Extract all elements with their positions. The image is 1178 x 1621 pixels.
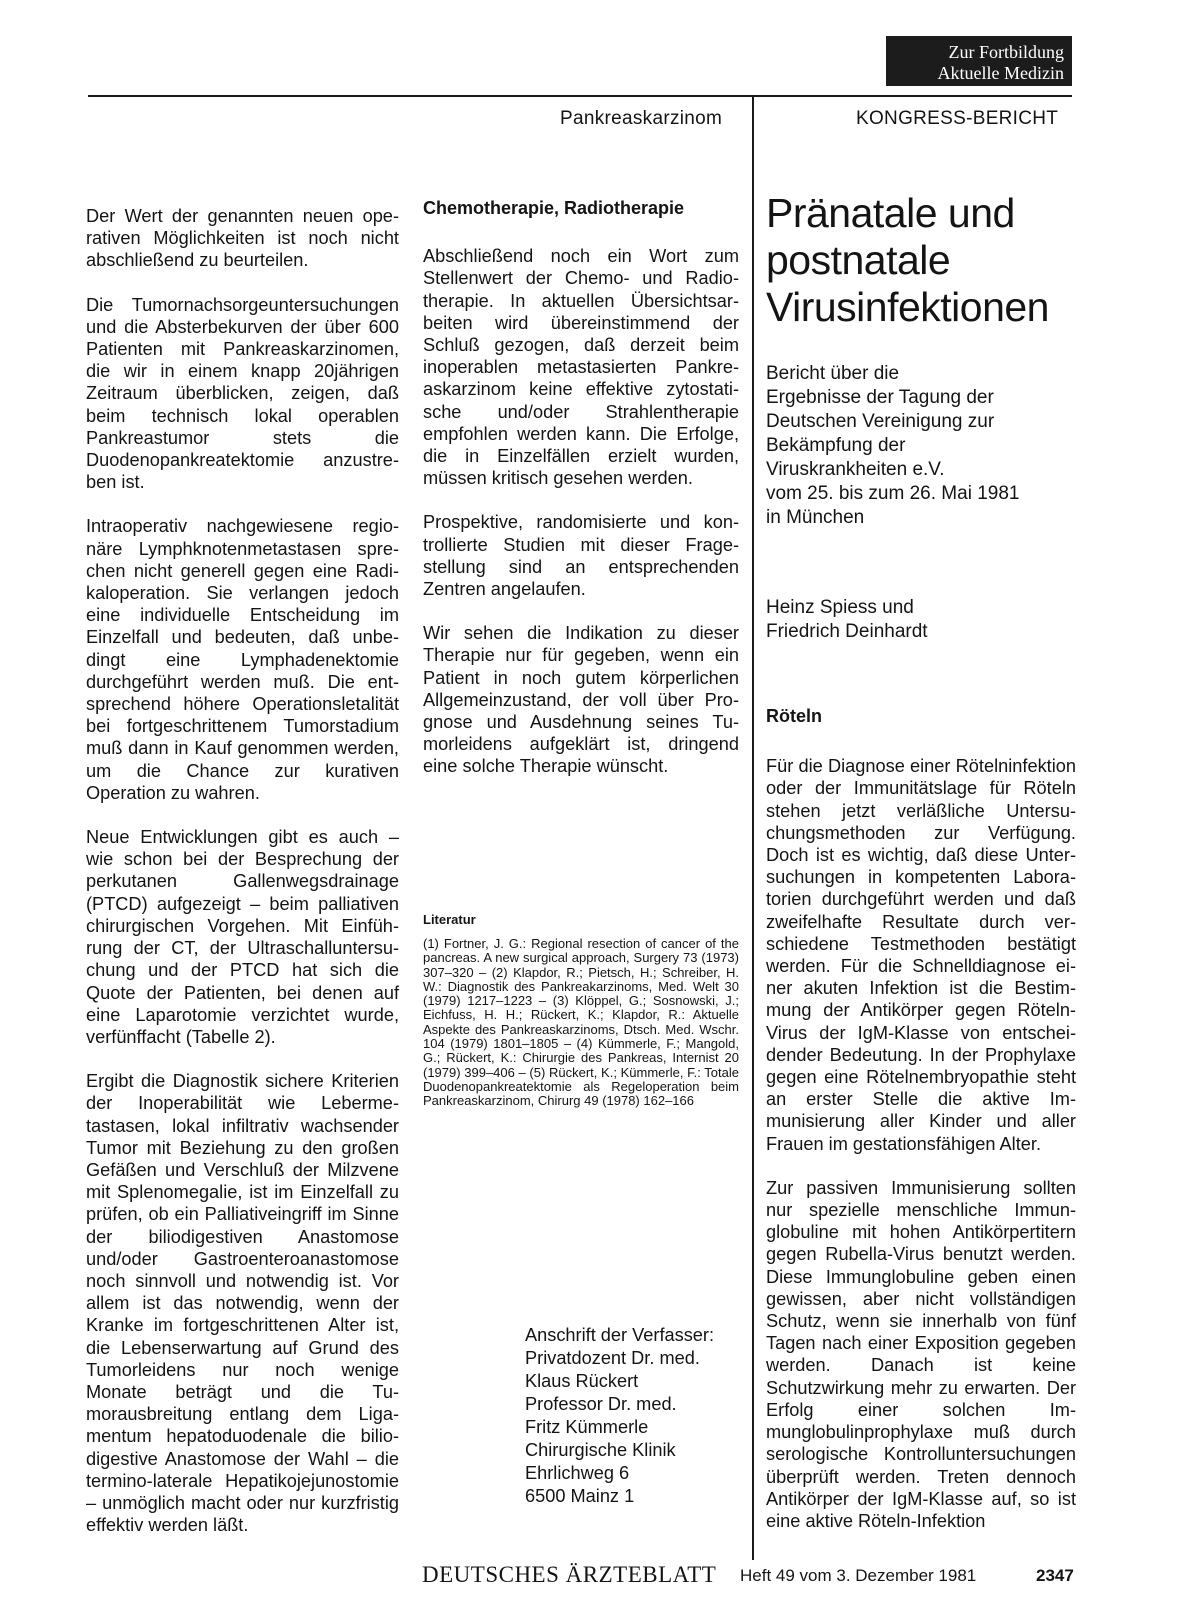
literature-text: (1) Fortner, J. G.: Regional resection of cancer of the pancreas. A new surgical approach, Surgery 73 (1973) 307–320 – (2) Klapdor, R.; Pietsch, H.; Schreiber, H. W.: Diagnostik des Pankreakarzinoms, Med. Welt 30 (1979) 1217–1223 – (3) Klöppel, G.; Sosnowski, J.; Eichfuss, H. H.; Rückert, K.; Klapdor, R.: Aktuelle Aspekte des Pankreaskarzinoms, Dtsch. Med. Wschr. 104 (1979) 1801–1805 – (4) Kümmerle, F.; Mangold, G.; Rückert, K.: Chirurgie des Pankreas, Internist 20 (1979) 399–406 – (5) Rückert, K.; Kümmerle, F.: Totale Duodenopankreatektomie als Regeloperation beim Pankreaskarzinom, Chirurg 49 (1978) 162–166 <box>423 936 739 1109</box>
address-line: 6500 Mainz 1 <box>525 1486 635 1506</box>
issue-info: Heft 49 vom 3. Dezember 1981 <box>740 1566 977 1585</box>
literature-heading: Literatur <box>423 912 476 927</box>
column-2 <box>423 197 739 800</box>
column-3 <box>766 705 1076 1532</box>
subtitle-line: in München <box>766 507 865 528</box>
subtitle-line: vom 25. bis zum 26. Mai 1981 <box>766 483 1020 504</box>
paragraph: Die Tumornachsorgeuntersuchungen und die Absterbekurven der über 600 Patienten mit Pankreaskarzinomen, die wir in einem knapp 20jährigen Zeitraum überblicken, zeigen, daß beim technisch lokal operablen Pankreastumor stets die Duodenopankreatektomie anzustreben ist. <box>86 294 399 493</box>
top-rule <box>88 95 1072 97</box>
paragraph: Abschließend noch ein Wort zum Stellenwert der Chemo- und Radiotherapie. In aktuellen Übersichtsarbeiten wird übereinstimmend der Schluß gezogen, daß derzeit beim inoperablen metastasierten Pankreaskarzinom keine effektive zytostatische und/oder Strahlentherapie empfohlen werden kann. Die Erfolge, die in Einzelfällen erzielt wurden, müssen kritisch gesehen werden. <box>423 246 739 489</box>
section-heading: Chemotherapie, Radiotherapie <box>423 198 685 218</box>
paragraph: Für die Diagnose einer Rötelninfektion oder der Immunitätslage für Röteln stehen jetzt verläßliche Untersuchungsmethoden zur Verfügung. Doch ist es wichtig, daß diese Untersuchungen in kompetenten Laboratorien durchgeführt werden und daß zweifelhafte Resultate durch verschiedene Testmethoden bestätigt werden. Für die Schnelldiagnose einer akuten Infektion ist die Bestimmung der Antikörper gegen Röteln-Virus der IgM-Klasse von entscheidender Bedeutung. In der Prophylaxe gegen eine Rötelnembryopathie steht an erster Stelle die aktive Immunisierung aller Kinder und aller Frauen im gestationsfähigen Alter. <box>766 756 1076 1154</box>
title-line: Virusinfektionen <box>766 284 1049 330</box>
paragraph: Prospektive, randomisierte und kontrollierte Studien mit dieser Fragestellung sind an entsprechenden Zentren angelaufen. <box>423 512 739 600</box>
address-line: Fritz Kümmerle <box>525 1417 649 1437</box>
section-heading: Röteln <box>766 706 822 726</box>
address-line: Anschrift der Verfasser: <box>525 1325 715 1345</box>
address-line: Chirurgische Klinik <box>525 1440 676 1460</box>
literature-block <box>423 912 739 1109</box>
address-line: Professor Dr. med. <box>525 1394 677 1414</box>
paragraph: Der Wert der genannten neuen operativen Möglichkeiten ist noch nicht abschließend zu beurteilen. <box>86 206 399 271</box>
subtitle-line: Deutschen Vereinigung zur <box>766 411 995 432</box>
address-line: Ehrlichweg 6 <box>525 1463 630 1483</box>
paragraph: Wir sehen die Indikation zu dieser Therapie nur für gegeben, wenn ein Patient in noch gutem körperlichen Allgemeinzustand, der voll über Prognose und Ausdehnung seines Tumorleidens aufgeklärt ist, dringend eine solche Therapie wünscht. <box>423 623 739 777</box>
badge-line-1: Zur Fortbildung <box>948 42 1064 62</box>
subtitle-line: Bekämpfung der <box>766 435 906 456</box>
badge-line-2: Aktuelle Medizin <box>937 63 1064 83</box>
running-head-left: Pankreaskarzinom <box>560 108 723 129</box>
address-line: Privatdozent Dr. med. <box>525 1348 700 1368</box>
paragraph: Ergibt die Diagnostik sichere Kriterien der Inoperabilität wie Lebermetastasen, lokal infiltrativ wachsender Tumor mit Beziehung zu den großen Gefäßen und Verschluß der Milzvene mit Splenomegalie, ist im Einzelfall zu prüfen, ob ein Palliativeingriff im Sinne der biliodigestiven Anastomose und/oder Gastroenteroanastomose noch sinnvoll und notwendig ist. Vor allem ist das notwendig, wenn der Kranke im fortgeschrittenen Alter ist, die Lebenserwartung auf Grund des Tumorleidens nur noch wenige Monate beträgt und die Tumorausbreitung entlang dem Ligamentum hepatoduodenale die biliodigestive Anastomose der Wahl – die termino-laterale Hepatikojejunostomie – unmöglich macht oder nur kurzfristig effektiv werden läßt. <box>86 1071 399 1536</box>
article-title <box>766 190 1076 331</box>
subtitle-line: Viruskrankheiten e.V. <box>766 459 945 480</box>
subtitle-line: Ergebnisse der Tagung der <box>766 387 994 408</box>
author-address <box>525 1324 745 1508</box>
running-head-right: KONGRESS-BERICHT <box>856 108 1059 129</box>
article-subtitle <box>766 362 1076 530</box>
journal-name: DEUTSCHES ÄRZTEBLATT <box>422 1562 717 1587</box>
paragraph: Intraoperativ nachgewiesene regionäre Lymphknotenmetastasen sprechen nicht generell gegen eine Radikaloperation. Sie verlangen jedoch eine individuelle Entscheidung im Einzelfall und bedeuten, daß unbedingt eine Lymphadenektomie durchgeführt werden muß. Die entsprechend höhere Operationsletalität bei fortgeschrittenem Tumorstadium muß dann in Kauf genommen werden, um die Chance zur kurativen Operation zu wahren. <box>86 516 399 803</box>
author-line: Friedrich Deinhardt <box>766 621 928 642</box>
column-divider <box>752 95 754 1560</box>
section-badge <box>886 36 1072 86</box>
title-line: postnatale <box>766 237 951 283</box>
author-line: Heinz Spiess und <box>766 597 914 618</box>
paragraph: Zur passiven Immunisierung sollten nur spezielle menschliche Immunglobuline mit hohen Antikörpertitern gegen Rubella-Virus benutzt werden. Diese Immunglobuline geben einen gewissen, aber nicht vollständigen Schutz, wenn sie innerhalb von fünf Tagen nach einer Exposition gegeben werden. Danach ist keine Schutzwirkung mehr zu erwarten. Der Erfolg einer solchen Immunglobulinprophylaxe muß durch serologische Kontrolluntersuchungen überprüft werden. Treten dennoch Antikörper der IgM-Klasse auf, so ist eine aktive Röteln-Infektion <box>766 1177 1076 1531</box>
title-line: Pränatale und <box>766 190 1015 236</box>
page-number: 2347 <box>1036 1566 1074 1585</box>
address-line: Klaus Rückert <box>525 1371 639 1391</box>
subtitle-line: Bericht über die <box>766 363 900 384</box>
article-authors <box>766 596 1076 644</box>
column-1 <box>86 205 399 1558</box>
paragraph: Neue Entwicklungen gibt es auch – wie schon bei der Besprechung der perkutanen Gallenwegsdrainage (PTCD) aufgezeigt – beim palliativen chirurgischen Vorgehen. Mit Einführung der CT, der Ultraschalluntersuchung und der PTCD hat sich die Quote der Patienten, bei denen auf eine Laparotomie verzichtet wurde, verfünffacht (Tabelle 2). <box>86 827 399 1047</box>
